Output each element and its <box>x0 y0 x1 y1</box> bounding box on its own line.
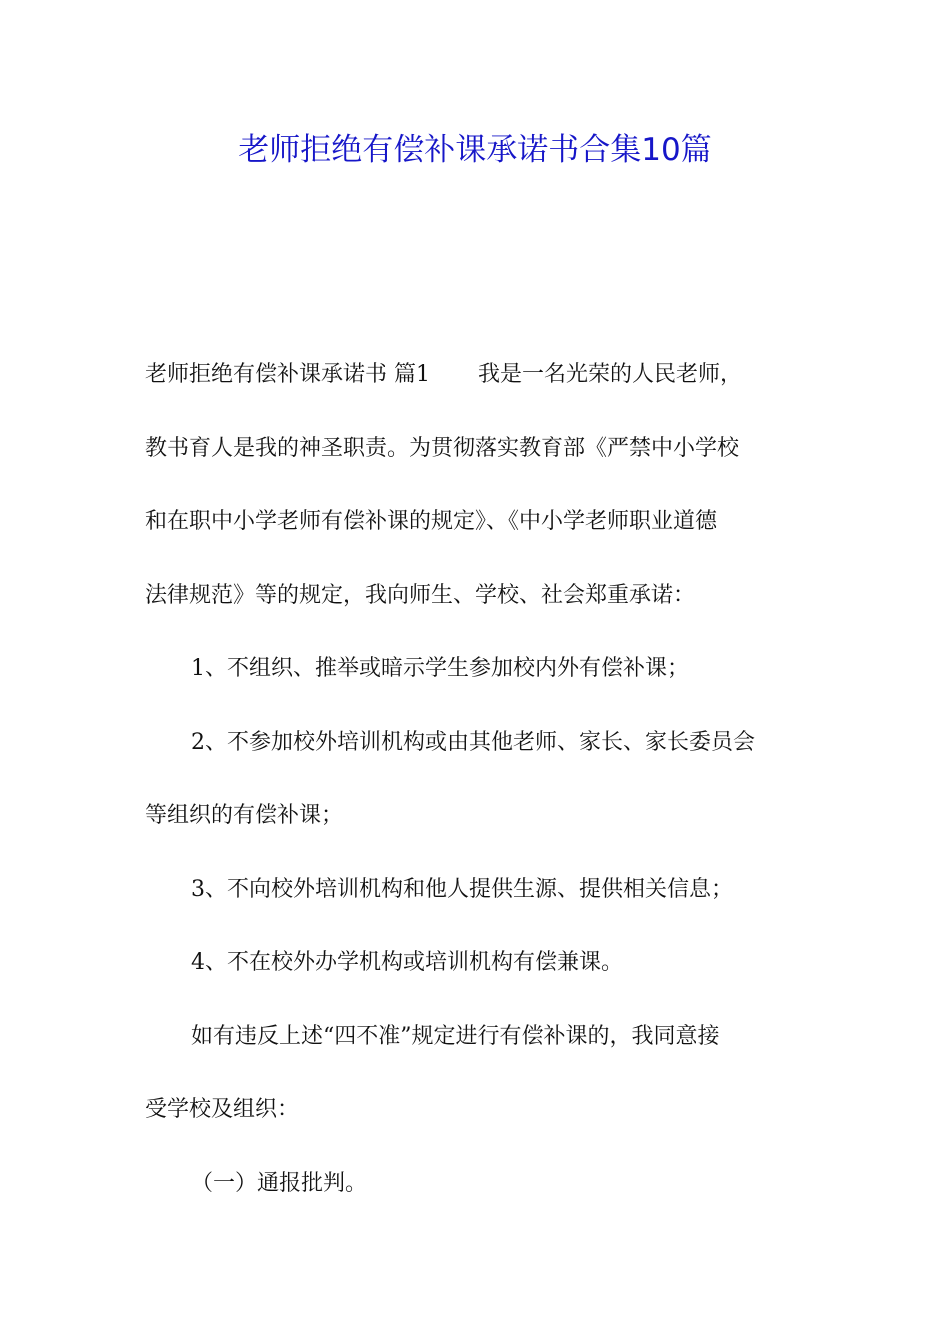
paragraph-line: 受学校及组织： <box>145 1097 300 1122</box>
list-item: 1、不组织、推举或暗示学生参加校内外有偿补课； <box>191 656 689 681</box>
list-item: （一）通报批判。 <box>191 1170 368 1196</box>
section-heading: 老师拒绝有偿补课承诺书 篇1 <box>145 362 430 387</box>
list-item: 4、不在校外办学机构或培训机构有偿兼课。 <box>191 950 623 975</box>
list-item: 2、不参加校外培训机构或由其他老师、家长、家长委员会 <box>191 729 755 755</box>
page-title: 老师拒绝有偿补课承诺书合集10篇 <box>238 132 712 168</box>
list-item-continuation: 等组织的有偿补课； <box>145 803 344 828</box>
document-body <box>145 338 807 1220</box>
list-item: 3、不向校外培训机构和他人提供生源、提供相关信息； <box>191 876 733 902</box>
paragraph-line: 如有违反上述“四不准”规定进行有偿补课的，我同意接 <box>191 1023 720 1049</box>
paragraph-line: 法律规范》等的规定，我向师生、学校、社会郑重承诺： <box>145 582 696 608</box>
paragraph-intro-line <box>145 338 807 412</box>
intro-text: 我是一名光荣的人民老师， <box>478 362 743 387</box>
paragraph-line: 教书育人是我的神圣职责。为贯彻落实教育部《严禁中小学校 <box>145 435 740 461</box>
paragraph-line: 和在职中小学老师有偿补课的规定》、《中小学老师职业道德 <box>145 509 718 534</box>
